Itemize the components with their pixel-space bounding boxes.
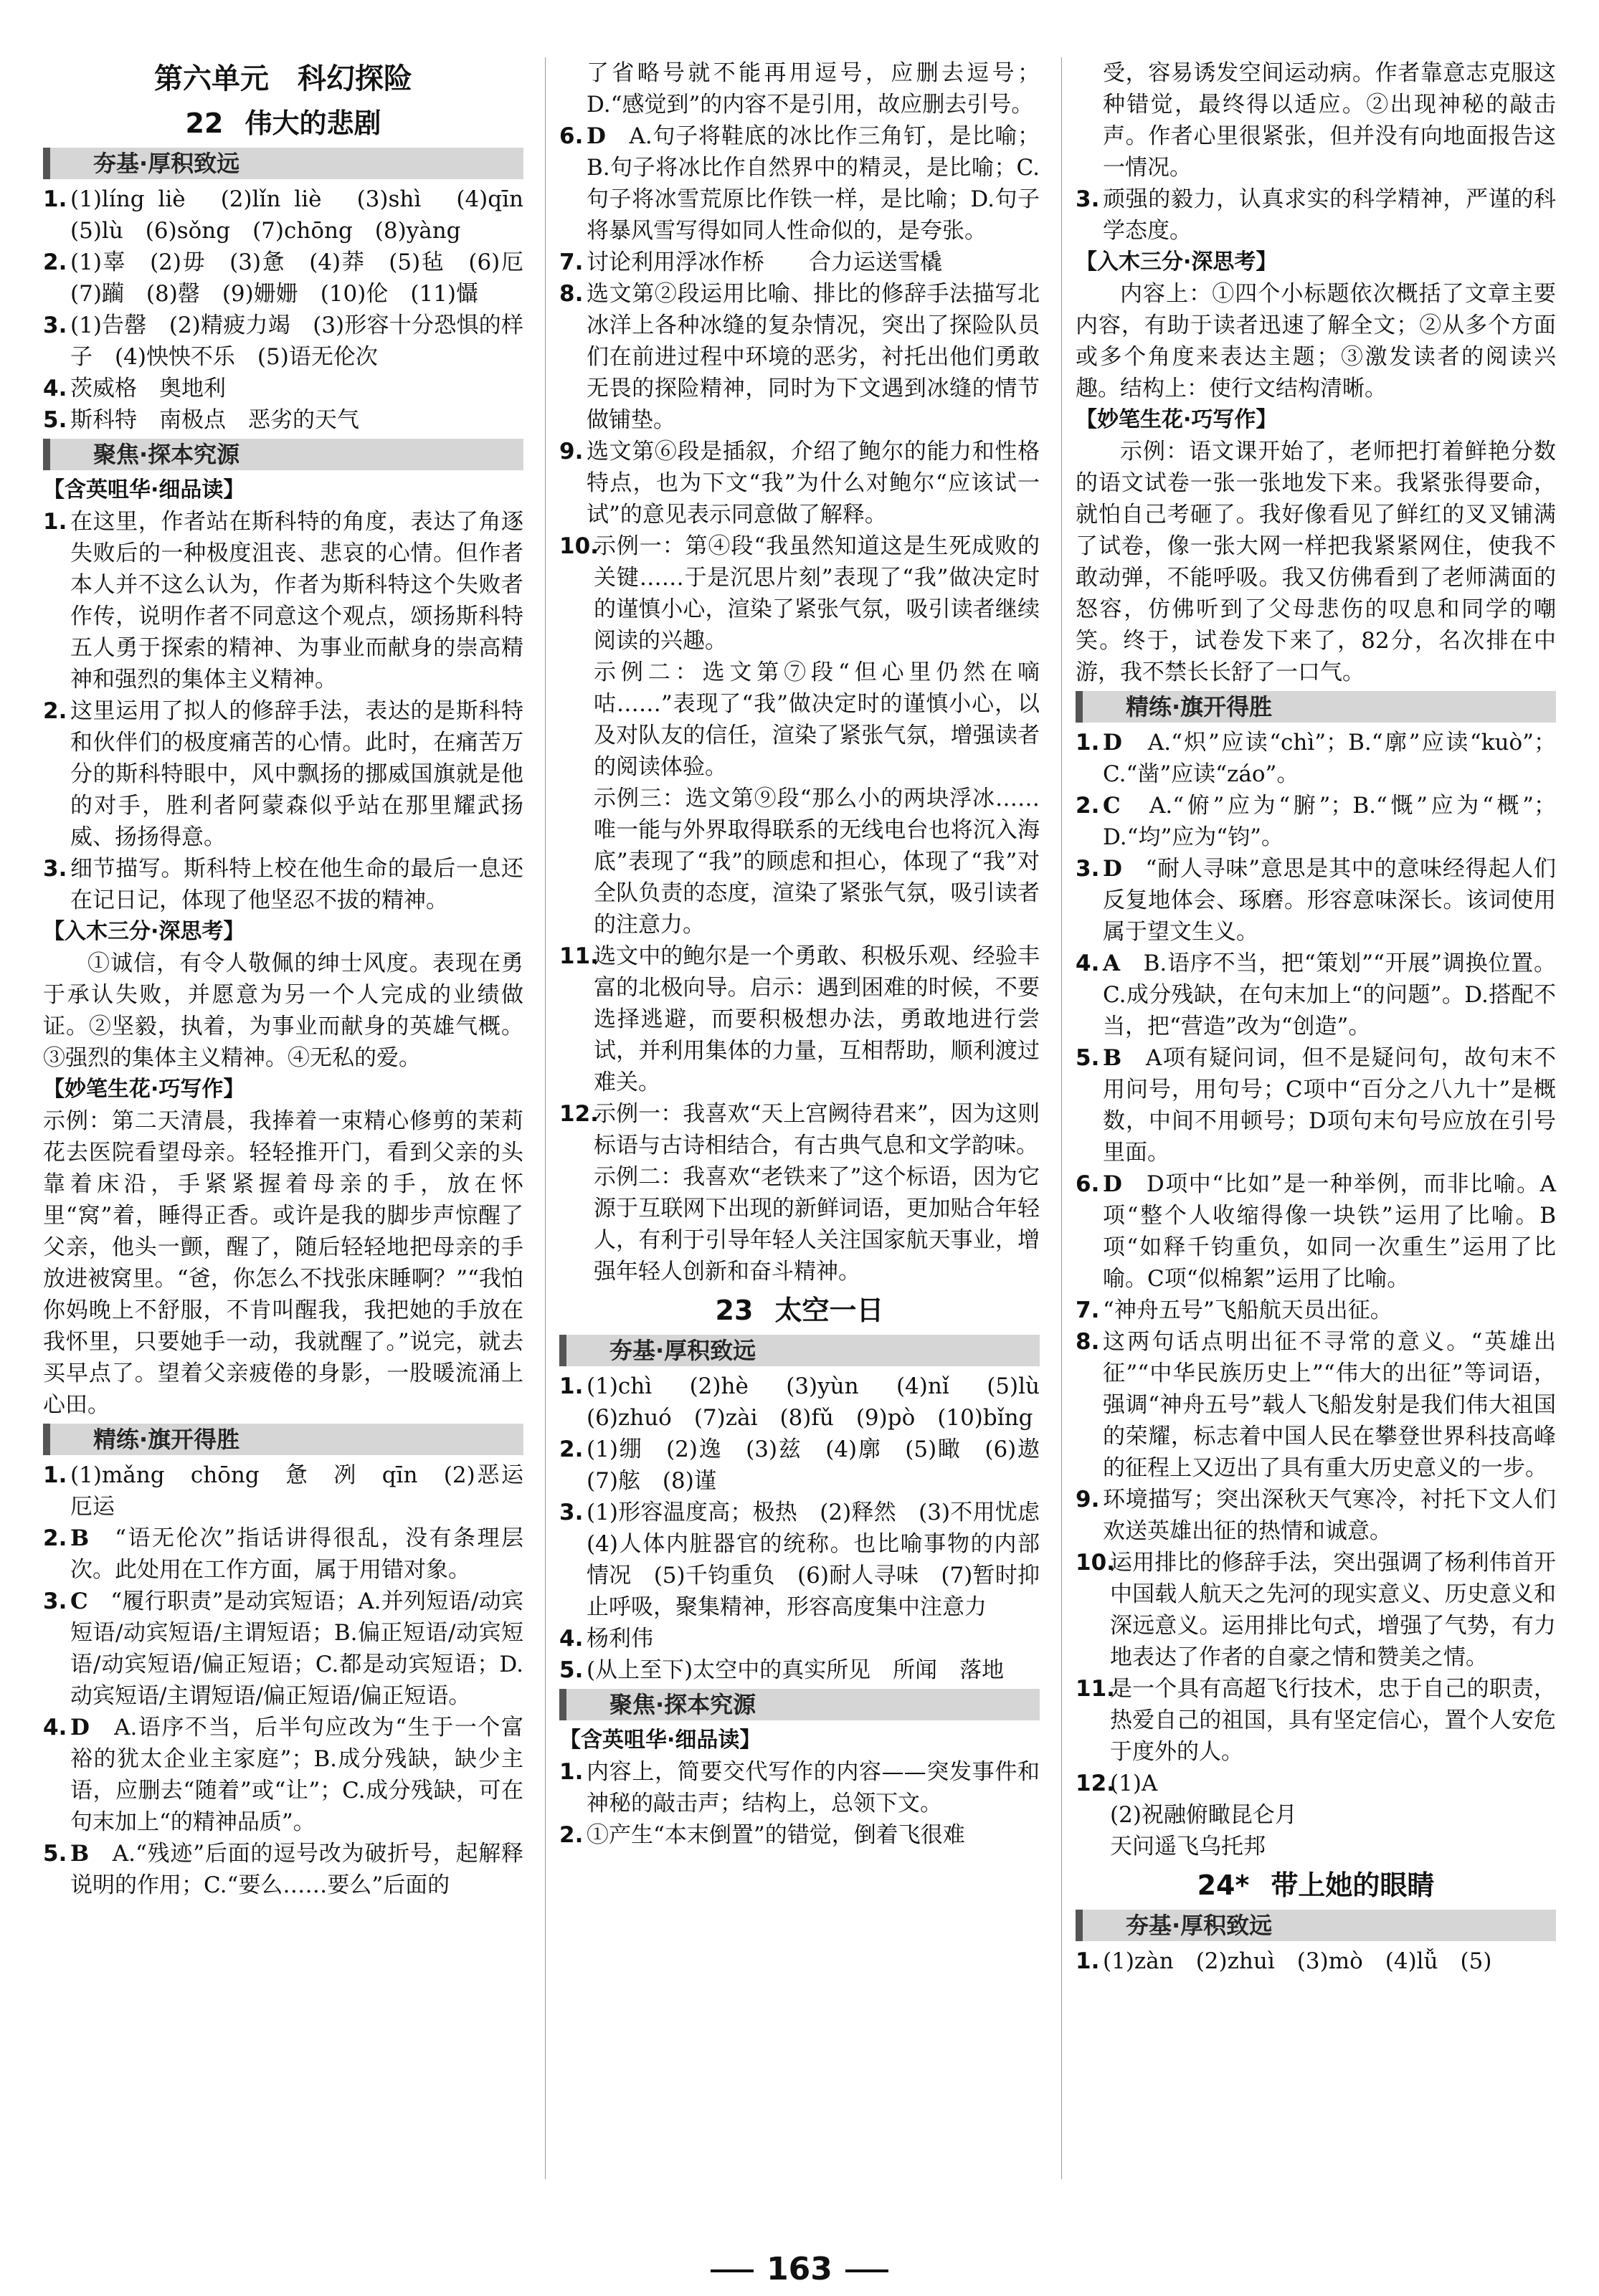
answer-item: 11. 是一个具有高超飞行技术，忠于自己的职责，热爱自己的祖国，具有坚定信心，置个人安危于度外的人。 xyxy=(1076,1676,1556,1765)
column-1 xyxy=(43,57,546,1901)
answer-item: 10. 示例一：第④段“我虽然知道这是生死成败的关键……于是沉思片刻”表现了“我”做决定时的谨慎小心，渲染了紧张气氛，吸引读者继续阅读的兴趣。 xyxy=(559,533,1040,654)
answer-item: 4. 茨威格 奥地利 xyxy=(43,376,226,401)
answer-paragraph: 示例：语文课开始了，老师把打着鲜艳分数的语文试卷一张一张地发下来。我紧张得要命，就怕自己考砸了。我好像看见了鲜红的叉叉铺满了试卷，像一张大网一样把我紧紧网住，使我不敢动弹，不能呼吸。我又仿佛看到了老师满面的怒容，仿佛听到了父母悲伤的叹息和同学的嘲笑。终于，试卷发下来了，82分，名次排在中游，我不禁长长舒了一口气。 xyxy=(1076,439,1556,685)
section-banner: 夯基·厚积致远 xyxy=(559,1335,1040,1366)
answer-paragraph: 示例二：选文第⑦段“但心里仍然在嘀咕……”表现了“我”做决定时的谨慎小心，以及对队友的信任，渲染了紧张气氛，增强读者的阅读体验。 xyxy=(594,659,1040,780)
section-banner: 夯基·厚积致远 xyxy=(1076,1910,1556,1941)
answer-paragraph: 天问遥飞乌托邦 xyxy=(1110,1834,1266,1859)
answer-item: 6. D D项中“比如”是一种举例，而非比喻。A项“整个人收缩得像一块铁”运用了比喻。B项“如释千钧重负，如同一次重生”运用了比喻。C项“似棉絮”运用了比喻。 xyxy=(1076,1171,1557,1292)
answer-item: 1. (1)líng liè (2)lǐn liè (3)shì (4)qīn (5)lù (6)sǒng (7)chōng (8)yàng xyxy=(43,186,546,244)
lesson-23-title xyxy=(559,1290,1040,1330)
subsection-heading: 【妙笔生花·巧写作】 xyxy=(43,1077,245,1102)
answer-paragraph: (2)祝融俯瞰昆仑月 xyxy=(1110,1802,1297,1828)
answer-item: 3. 顽强的毅力，认真求实的科学精神，严谨的科学态度。 xyxy=(1076,186,1556,244)
column-divider xyxy=(545,57,546,2179)
page-number: 163 xyxy=(0,2251,1599,2287)
section-banner: 精练·旗开得胜 xyxy=(1076,691,1556,723)
answer-item: 6. D A.句子将鞋底的冰比作三角钉，是比喻；B.句子将冰比作自然界中的精灵，是比喻；C.句子将冰雪荒原比作铁一样，是比喻；D.句子将暴风雪写得如同人性命似的，是夸张。 xyxy=(559,123,1040,244)
answer-item: 1. 在这里，作者站在斯科特的角度，表达了角逐失败后的一种极度沮丧、悲哀的心情。但作者本人并不这么认为，作者为斯科特这个失败者作传，说明作者不同意这个观点，颂扬斯科特五人勇于探索的精神、为事业而献身的崇高精神和强烈的集体主义精神。 xyxy=(43,509,523,692)
answer-item: 1. 内容上，简要交代写作的内容——突发事件和神秘的敲击声；结构上，总领下文。 xyxy=(559,1759,1040,1816)
answer-item: 1. D A.“炽”应读“chì”；B.“廓”应读“kuò”；C.“凿”应读“záo”。 xyxy=(1076,730,1556,787)
answer-item: 3. (1)告罄 (2)精疲力竭 (3)形容十分恐惧的样子 (4)怏怏不乐 (5)语无伦次 xyxy=(43,313,523,370)
answer-item: 7. 讨论利用浮冰作桥 合力运送雪橇 xyxy=(559,249,942,275)
answer-item: 3. D “耐人寻味”意思是其中的意味经得起人们反复地体会、琢磨。形容意味深长。该词使用属于望文生义。 xyxy=(1076,856,1556,945)
answer-paragraph: 示例：第二天清晨，我捧着一束精心修剪的茉莉花去医院看望母亲。轻轻推开门，看到父亲的头靠着床沿，手紧紧握着母亲的手，放在怀里“窝”着，睡得正香。或许是我的脚步声惊醒了父亲，他头一颤，醒了，随后轻轻地把母亲的手放进被窝里。“爸，你怎么不找张床睡啊？”“我怕你妈晚上不舒服，不肯叫醒我，我把她的手放在我怀里，只要她手一动，我就醒了。”说完，就去买早点了。望着父亲疲倦的身影，一股暖流涌上心田。 xyxy=(43,1108,523,1418)
answer-item: 2. ①产生“本末倒置”的错觉，倒着飞很难 xyxy=(559,1822,965,1848)
lesson-name: 太空一日 xyxy=(774,1295,884,1326)
answer-item: 2. (1)辜 (2)毋 (3)惫 (4)莽 (5)毡 (6)厄 (7)躏 (8)罄 (9)姗姗 (10)伦 (11)懾 xyxy=(43,249,546,307)
section-banner: 聚焦·探本究源 xyxy=(43,439,523,470)
answer-paragraph: ①诚信，有令人敬佩的绅士风度。表现在勇于承认失败，并愿意为另一个人完成的业绩做证。②坚毅，执着，为事业而献身的英雄气概。③强烈的集体主义精神。④无私的爱。 xyxy=(43,951,523,1071)
answer-page xyxy=(43,57,1556,2179)
answer-paragraph: 内容上：①四个小标题依次概括了文章主要内容，有助于读者迅速了解全文；②从多个方面或多个角度来表达主题；③激发读者的阅读兴趣。结构上：使行文结构清晰。 xyxy=(1076,281,1556,401)
answer-item: 7. “神舟五号”飞船航天员出征。 xyxy=(1076,1297,1392,1323)
answer-item: 3. C “履行职责”是动宾短语；A.并列短语/动宾短语/动宾短语/主谓短语；B.偏正短语/动宾短语/动宾短语/偏正短语；C.都是动宾短语；D.动宾短语/主谓短语/偏正短语/偏正短语。 xyxy=(43,1588,523,1709)
answer-item: 5. 斯科特 南极点 恶劣的天气 xyxy=(43,407,359,433)
dash-right xyxy=(845,2269,888,2272)
answer-item: 1. (1)zàn (2)zhuì (3)mò (4)lǚ (5) xyxy=(1076,1948,1492,1974)
column-2 xyxy=(559,57,1062,1851)
answer-item: 9. 选文第⑥段是插叙，介绍了鲍尔的能力和性格特点，也为下文“我”为什么对鲍尔“应该试一试”的意见表示同意做了解释。 xyxy=(559,439,1040,528)
subsection-heading: 【含英咀华·细品读】 xyxy=(559,1728,761,1753)
answer-item: 8. 这两句话点明出征不寻常的意义。“英雄出征”“中华民族历史上”“伟大的出征”等词语，强调“神舟五号”载人飞船发射是我们伟大祖国的荣耀，标志着中国人民在攀登世界科技高峰的征程上又迈出了具有重大历史意义的一步。 xyxy=(1076,1329,1556,1481)
section-banner: 精练·旗开得胜 xyxy=(43,1424,523,1455)
answer-item: 1. (1)chì (2)hè (3)yùn (4)nǐ (5)lù (6)zhuó (7)zài (8)fǔ (9)pò (10)bǐng xyxy=(559,1373,1062,1431)
answer-item: 10. 运用排比的修辞手法，突出强调了杨利伟首开中国载人航天之先河的现实意义、历史意义和深远意义。运用排比句式，增强了气势，有力地表达了作者的自豪之情和赞美之情。 xyxy=(1076,1550,1556,1670)
lesson-name: 带上她的眼睛 xyxy=(1271,1869,1435,1901)
answer-item: 12. 示例一：我喜欢“天上宫阙待君来”，因为这则标语与古诗相结合，有古典气息和文学韵味。 xyxy=(559,1101,1040,1158)
section-banner: 聚焦·探本究源 xyxy=(559,1689,1040,1720)
answer-item: 2. B “语无伦次”指话讲得很乱，没有条理层次。此处用在工作方面，属于用错对象。 xyxy=(43,1525,524,1583)
answer-item: 11. 选文中的鲍尔是一个勇敢、积极乐观、经验丰富的北极向导。启示：遇到困难的时候，不要选择逃避，而要积极想办法，勇敢地进行尝试，并利用集体的力量，互相帮助，顺利渡过难关。 xyxy=(559,943,1040,1095)
lesson-number: 24* xyxy=(1197,1869,1250,1901)
answer-item: 5. B A项有疑问词，但不是疑问句，故句末不用问号，用句号；C项中“百分之八九十”是概数，中间不用顿号；D项句末句号应放在引号里面。 xyxy=(1076,1045,1557,1166)
answer-paragraph: 示例三：选文第⑨段“那么小的两块浮冰……唯一能与外界取得联系的无线电台也将沉入海底”表现了“我”的顾虑和担心，体现了“我”对全队负责的态度，渲染了紧张气氛，吸引读者的注意力。 xyxy=(594,786,1040,938)
lesson-number: 23 xyxy=(715,1295,754,1326)
answer-continuation: 了省略号就不能再用逗号，应删去逗号；D.“感觉到”的内容不是引用，故应删去引号。 xyxy=(587,60,1040,118)
section-banner: 夯基·厚积致远 xyxy=(43,148,523,179)
lesson-24-title xyxy=(1076,1865,1556,1905)
subsection-heading: 【入木三分·深思考】 xyxy=(43,919,245,944)
answer-item: 2. (1)绷 (2)逸 (3)兹 (4)廓 (5)瞰 (6)遨 (7)舷 (8)谨 xyxy=(559,1437,1062,1494)
answer-item: 8. 选文第②段运用比喻、排比的修辞手法描写北冰洋上各种冰缝的复杂情况，突出了探险队员们在前进过程中环境的恶劣，衬托出他们勇敢无畏的探险精神，同时为下文遇到冰缝的情节做铺垫。 xyxy=(559,281,1040,433)
lesson-name: 伟大的悲剧 xyxy=(245,108,381,139)
answer-item: 4. A B.语序不当，把“策划”“开展”调换位置。C.成分残缺，在句末加上“的问题”。D.搭配不当，把“营造”改为“创造”。 xyxy=(1076,951,1556,1039)
answer-item: 1. (1)mǎng chōng 惫 冽 qīn (2)恶运 厄运 xyxy=(43,1462,546,1520)
subsection-heading: 【含英咀华·细品读】 xyxy=(43,477,245,502)
lesson-22-title xyxy=(43,103,523,143)
dash-left xyxy=(711,2269,754,2272)
subsection-heading: 【入木三分·深思考】 xyxy=(1076,249,1278,275)
answer-item: 12. (1)A xyxy=(1076,1771,1158,1796)
answer-item: 3. 细节描写。斯科特上校在他生命的最后一息还在记日记，体现了他坚忍不拔的精神。 xyxy=(43,856,523,913)
column-divider xyxy=(1061,57,1062,2179)
answer-paragraph: 示例二：我喜欢“老铁来了”这个标语，因为它源于互联网下出现的新鲜词语，更加贴合年轻人，有利于引导年轻人关注国家航天事业，增强年轻人创新和奋斗精神。 xyxy=(594,1164,1040,1285)
answer-item: 2. C A.“俯”应为“腑”；B.“慨”应为“概”；D.“均”应为“钧”。 xyxy=(1076,793,1557,850)
unit-title: 第六单元 科幻探险 xyxy=(154,62,412,95)
column-3 xyxy=(1076,57,1556,1977)
answer-item: 9. 环境描写；突出深秋天气寒冷，衬托下文人们欢送英雄出征的热情和诚意。 xyxy=(1076,1487,1556,1544)
answer-item: 5. (从上至下)太空中的真实所见 所闻 落地 xyxy=(559,1657,1005,1683)
lesson-number: 22 xyxy=(185,108,224,139)
answer-item: 4. D A.语序不当，后半句应改为“生于一个富裕的犹太企业主家庭”；B.成分残缺，缺少主语，应删去“随着”或“让”；C.成分残缺，可在句末加上“的精神品质”。 xyxy=(43,1715,524,1835)
subsection-heading: 【妙笔生花·巧写作】 xyxy=(1076,407,1278,432)
answer-item: 3. (1)形容温度高；极热 (2)释然 (3)不用忧虑 (4)人体内脏器官的统称。也比喻事物的内部情况 (5)千钧重负 (6)耐人寻味 (7)暂时抑止呼吸，聚集精神，形容高度集中注意力 xyxy=(559,1500,1062,1620)
answer-item: 4. 杨利伟 xyxy=(559,1626,653,1652)
answer-item: 5. B A.“残迹”后面的逗号改为破折号，起解释说明的作用；C.“要么……要么”后面的 xyxy=(43,1841,524,1898)
answer-item: 2. 这里运用了拟人的修辞手法，表达的是斯科特和伙伴们的极度痛苦的心情。此时，在痛苦万分的斯科特眼中，风中飘扬的挪威国旗就是他的对手，胜利者阿蒙森似乎站在那里耀武扬威、扬扬得意。 xyxy=(43,698,523,850)
answer-continuation: 受，容易诱发空间运动病。作者靠意志克服这种错觉，最终得以适应。②出现神秘的敲击声。作者心里很紧张，但并没有向地面报告这一情况。 xyxy=(1103,60,1556,181)
